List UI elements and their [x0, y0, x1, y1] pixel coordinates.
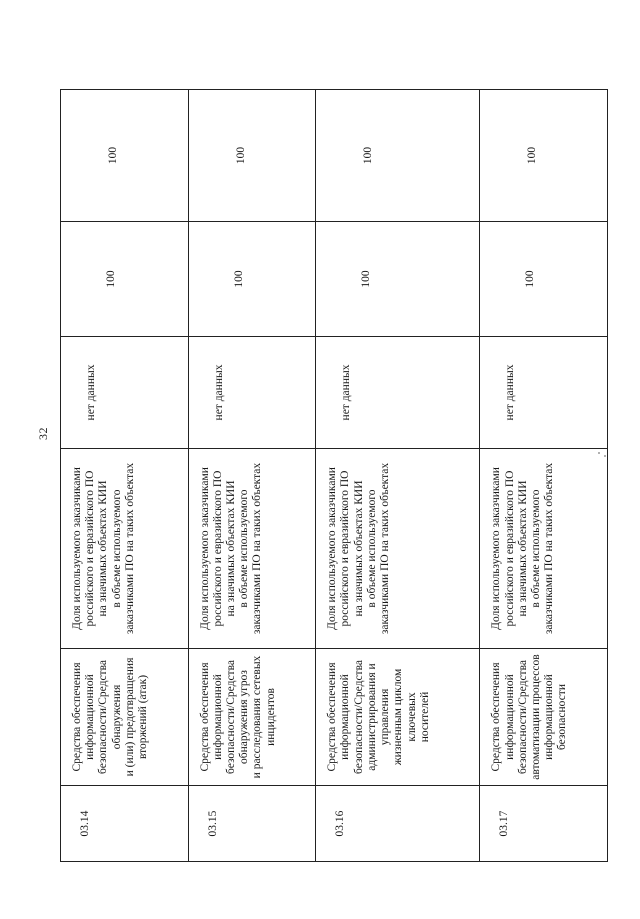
tool-category: Средства обеспечения информационной безопасности/Средства обнаружения угроз и расследования сетевых инцидентов: [188, 649, 316, 786]
indicator-description: Доля используемого заказчиками российского и евразийского ПО на значимых объектах КИИ в объеме используемого заказчиками ПО на таких объектах: [480, 449, 608, 649]
scan-speck: [604, 455, 606, 457]
table-row: [61, 90, 189, 862]
tool-category: Средства обеспечения информационной безопасности/Средства обнаружения и (или) предотвращения вторжений (атак): [61, 649, 189, 786]
target-value-1: 100: [188, 222, 316, 337]
target-value-1: 100: [316, 222, 480, 337]
indicator-description: Доля используемого заказчиками российского и евразийского ПО на значимых объектах КИИ в объеме используемого заказчиками ПО на таких объектах: [188, 449, 316, 649]
target-value-2: 100: [188, 90, 316, 222]
row-code: 03.17: [480, 786, 608, 862]
baseline-value: нет данных: [480, 337, 608, 449]
target-value-2: 100: [316, 90, 480, 222]
target-value-2: 100: [61, 90, 189, 222]
row-code: 03.14: [61, 786, 189, 862]
tool-category: Средства обеспечения информационной безопасности/Средства автоматизации процессов информационной безопасности: [480, 649, 608, 786]
indicators-table: [60, 89, 608, 862]
row-code: 03.15: [188, 786, 316, 862]
indicator-description: Доля используемого заказчиками российского и евразийского ПО на значимых объектах КИИ в объеме используемого заказчиками ПО на таких объектах: [61, 449, 189, 649]
page-number: 32: [36, 427, 50, 440]
scan-speck: [598, 452, 600, 454]
baseline-value: нет данных: [188, 337, 316, 449]
baseline-value: нет данных: [316, 337, 480, 449]
row-code: 03.16: [316, 786, 480, 862]
table-row: [316, 90, 480, 862]
tool-category: Средства обеспечения информационной безопасности/Средства администрирования и управления жизненным циклом ключевых носителей: [316, 649, 480, 786]
rotated-table-container: [60, 90, 608, 862]
target-value-1: 100: [61, 222, 189, 337]
target-value-2: 100: [480, 90, 608, 222]
table-row: [480, 90, 608, 862]
indicator-description: Доля используемого заказчиками российского и евразийского ПО на значимых объектах КИИ в объеме используемого заказчиками ПО на таких объектах: [316, 449, 480, 649]
target-value-1: 100: [480, 222, 608, 337]
baseline-value: нет данных: [61, 337, 189, 449]
table-row: [188, 90, 316, 862]
